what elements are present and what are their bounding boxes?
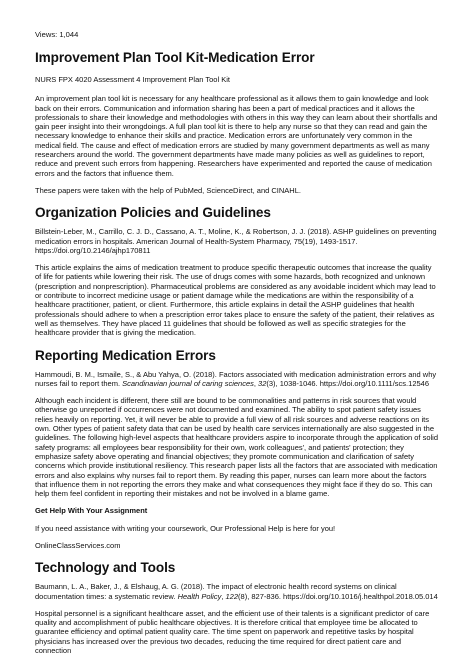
- citation-text: Hammoudi, B. M., Ismaile, S., & Abu Yahya, O. (2018). Factors associated with medication administration errors and why nurses fail to report them.: [35, 369, 437, 388]
- section-heading-technology-tools: Technology and Tools: [35, 560, 176, 576]
- citation-journal: Health Policy: [177, 591, 222, 601]
- section2-body: Although each incident is different, there still are bound to be commonalities and patterns in risk sources that would otherwise go unreported if occurrences were not documented and examined. The ability to spot patient safety issues relies heavily on reporting. Yet, it will never be able to provide a full view of all risk sources and adverse reactions on its own. Other types of patient safety data that can be used by health care services internationally are also suggested in the guidelines. The following high-level aspects that healthcare providers aspire to incorporate through the application of solid safety programs: all employees bear responsibility for their own, work colleagues', and patients' protection; they emphasize safety above operating and financial objectives; they promote communication and clarification of safety concerns which provide institutional resiliency. This research paper lists all the factors that are associated with medication errors and also explains why nurses fail to report them. By reading this paper, nurses can learn more about the factors that influence them in not reporting the errors they make and what consequences they might face if they do so. This can help them feel confident in reporting their mistakes and not be involved in a blame game.: [35, 396, 439, 499]
- citation-tail: (8), 827-836. https://doi.org/10.1016/j.healthpol.2018.05.014: [238, 591, 438, 601]
- citation-volume: 32: [258, 378, 267, 388]
- citation-journal: Scandinavian journal of caring sciences: [122, 378, 254, 388]
- citation-volume: 122: [225, 591, 239, 601]
- citation-baumann: [35, 582, 439, 601]
- document-subtitle: NURS FPX 4020 Assessment 4 Improvement Plan Tool Kit: [35, 75, 230, 84]
- section3-body: Hospital personnel is a significant healthcare asset, and the efficient use of their talents is a significant predictor of care quality and accomplishment of public healthcare objectives. It is therefore critical that employee time be allocated to guarantee efficiency and optimal patient quality care. The time spent on paperwork and repetitive tasks by hospital physicians has increased over the previous two decades, reducing the time required for direct patient care and connection: [35, 608, 430, 656]
- citation-text: Baumann, L. A., Baker, J., & Elshaug, A. G. (2018). The impact of electronic health record systems on clinical documentation times: a systematic review.: [35, 582, 397, 601]
- view-count: Views: 1,044: [35, 30, 79, 39]
- help-text: If you need assistance with writing your coursework, Our Professional Help is here for you!: [35, 523, 336, 533]
- help-site-link[interactable]: OnlineClassServices.com: [35, 540, 121, 550]
- section-heading-organization-policies: Organization Policies and Guidelines: [35, 205, 271, 221]
- intro-paragraph: An improvement plan tool kit is necessary for any healthcare professional as it allows them to gain knowledge and look back on their errors. Communication and information sharing has been a part of medical practices and it allows the professionals to share their knowledge and methodologies with others in this way they can learn about their shortfalls and gain peer insight into their wrongdoings. A full plan tool kit is there to help any nurse so that they can read and gain the necessary knowledge to enhance their skills and practice. Medication errors are unfortunately very common in the medical field. The cause and effect of medication errors are studied by many government departments as well as many researchers around the world. The government departments have made many policies as well as guidelines to report, reduce and prevent such errors from happening. Researchers have experimented and reported the cause of medication errors and the factors that influence them.: [35, 94, 438, 178]
- citation-billstein-leber: Billstein-Leber, M., Carrillo, C. J. D., Cassano, A. T., Moline, K., & Robertson, J. J. (2018). ASHP guidelines on preventing medication errors in hospitals. American Journal of Health-System Pharmacy, 75(19), 1493-1517. https://doi.org/10.2146/ajhp170811: [35, 227, 437, 255]
- citation-tail: (3), 1038-1046. https://doi.org/10.1111/scs.12546: [266, 378, 429, 388]
- section-heading-reporting-errors: Reporting Medication Errors: [35, 347, 216, 363]
- document-title: Improvement Plan Tool Kit-Medication Error: [35, 50, 315, 65]
- section1-body: This article explains the aims of medication treatment to produce specific therapeutic outcomes that increase the quality of life for patients while lowering their risk. The use of drugs comes with some hazards, both recognized and unknown (prescription and nonprescription). Pharmaceutical problems are considered as any avoidable incident which may lead to or contribute to incorrect medicine usage or patient damage while the medications are within the responsibility of a healthcare practitioner, patient, or client. Furthermore, this article explains in detail the ASHP guidelines that health professionals should adhere to when a prescription error takes place to ensure the safety of the patient, their relatives as well as themselves. They have placed 11 guidelines that should be followed as well as specific strategies for the healthcare provider that is giving the medication.: [35, 263, 436, 338]
- citation-separator: ,: [253, 378, 259, 388]
- help-heading: Get Help With Your Assignment: [35, 506, 148, 516]
- citation-separator: ,: [221, 591, 226, 601]
- citation-hammoudi: [35, 370, 439, 389]
- sources-paragraph: These papers were taken with the help of PubMed, ScienceDirect, and CINAHL.: [35, 185, 301, 195]
